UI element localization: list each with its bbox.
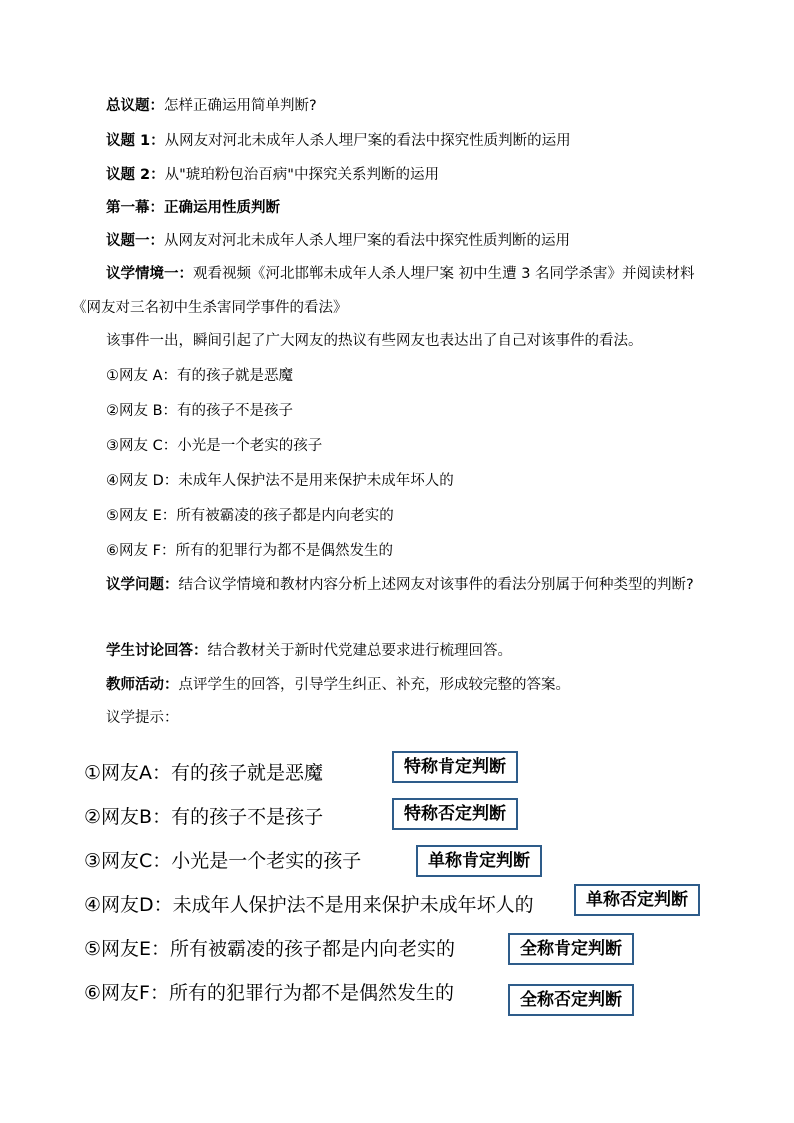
hint-text-f: ⑥网友F：所有的犯罪行为都不是偶然发生的 [84, 982, 454, 1004]
opinion-a: ①网友 A：有的孩子就是恶魔 [106, 368, 294, 384]
answer-box-f: 全称否定判断 [508, 984, 634, 1016]
topic-1-label: 议题 1： [106, 133, 165, 149]
student-answer [106, 641, 512, 661]
topic-2-text: 从"琥珀粉包治百病"中探究关系判断的运用 [164, 167, 439, 183]
hint-text-d: ④网友D：未成年人保护法不是用来保护未成年坏人的 [84, 894, 534, 916]
opinion-e: ⑤网友 E：所有被霸凌的孩子都是内向老实的 [106, 508, 394, 524]
topic-one-text: 从网友对河北未成年人杀人埋尸案的看法中探究性质判断的运用 [164, 233, 570, 249]
hint-text-b: ②网友B：有的孩子不是孩子 [84, 806, 324, 828]
topic-2-label: 议题 2： [106, 167, 165, 183]
opinion-f: ⑥网友 F：所有的犯罪行为都不是偶然发生的 [106, 543, 393, 559]
event-text: 该事件一出，瞬间引起了广大网友的热议有些网友也表达出了自己对该事件的看法。 [106, 333, 643, 349]
hint-text-c: ③网友C：小光是一个老实的孩子 [84, 850, 362, 872]
scene-label: 议学情境一： [106, 266, 193, 282]
scene-text: 观看视频《河北邯郸未成年人杀人埋尸案 初中生遭 3 名同学杀害》并阅读材料《网友对三名初中生杀害同学事件的看法》 [72, 266, 695, 316]
general-topic-label: 总议题： [106, 98, 164, 114]
answer-box-b: 特称否定判断 [392, 798, 518, 830]
general-topic [106, 96, 317, 116]
student-text: 结合教材关于新时代党建总要求进行梳理回答。 [207, 643, 512, 659]
answer-box-d: 单称否定判断 [574, 884, 700, 916]
opinion-c: ③网友 C：小光是一个老实的孩子 [106, 438, 323, 454]
hint-text-e: ⑤网友E：所有被霸凌的孩子都是内向老实的 [84, 938, 456, 960]
opinion-b: ②网友 B：有的孩子不是孩子 [106, 403, 294, 419]
student-label: 学生讨论回答： [106, 643, 208, 659]
act-1-heading: 第一幕：正确运用性质判断 [106, 200, 280, 216]
topic-2 [106, 165, 439, 185]
teacher-label: 教师活动： [106, 677, 179, 693]
question-text: 结合议学情境和教材内容分析上述网友对该事件的看法分别属于何种类型的判断? [178, 577, 694, 593]
scene-paragraph [72, 257, 722, 325]
topic-one [106, 231, 570, 251]
topic-one-label: 议题一： [106, 233, 164, 249]
question-label: 议学问题： [106, 577, 179, 593]
hint-text-a: ①网友A：有的孩子就是恶魔 [84, 762, 324, 784]
opinion-d: ④网友 D：未成年人保护法不是用来保护未成年坏人的 [106, 473, 454, 489]
topic-1-text: 从网友对河北未成年人杀人埋尸案的看法中探究性质判断的运用 [164, 133, 571, 149]
answer-box-e: 全称肯定判断 [508, 933, 634, 965]
hint-label: 议学提示： [106, 710, 179, 726]
question-paragraph [72, 568, 722, 602]
answer-box-a: 特称肯定判断 [392, 751, 518, 783]
topic-1 [106, 131, 571, 151]
teacher-text: 点评学生的回答，引导学生纠正、补充，形成较完整的答案。 [178, 677, 570, 693]
general-topic-text: 怎样正确运用简单判断? [164, 98, 317, 114]
answer-box-c: 单称肯定判断 [416, 845, 542, 877]
teacher-activity [106, 675, 570, 695]
